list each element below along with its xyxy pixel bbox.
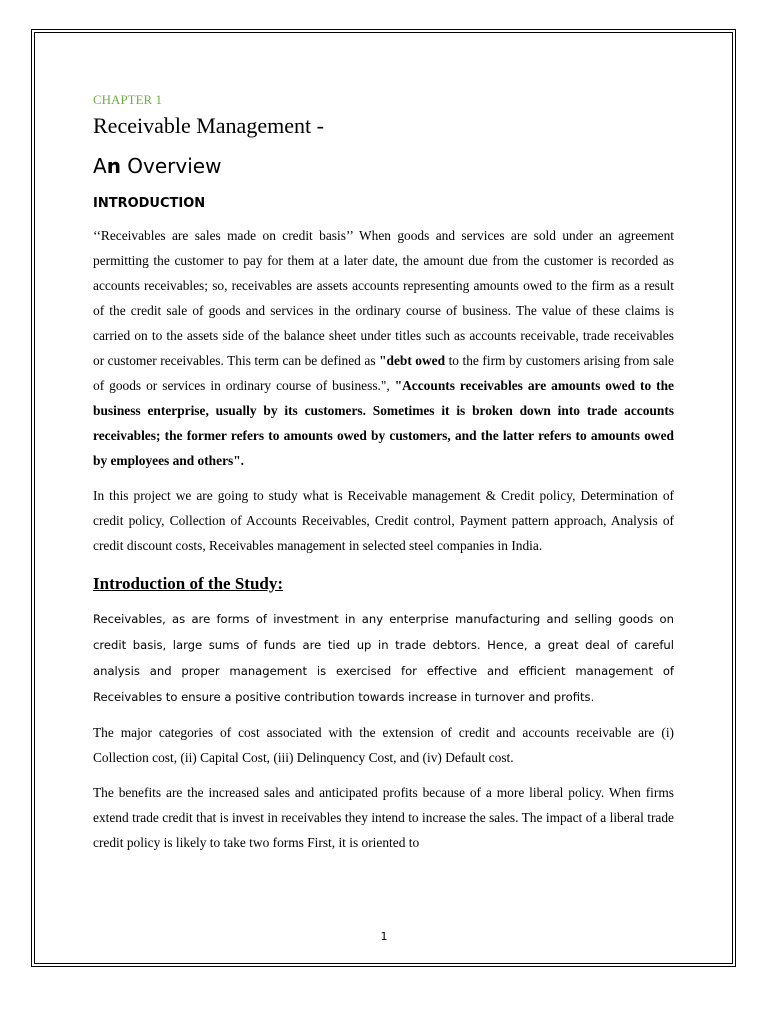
page-number: 1 [380, 930, 388, 943]
subtitle-rest: Overview [120, 154, 222, 178]
introduction-heading: INTRODUCTION [93, 196, 206, 211]
intro-p1-text-2: to the firm by customers arising from sale of goods or services in ordinary course of business.", [93, 353, 674, 393]
study-paragraph-2: The major categories of cost associated with the extension of credit and accounts receivable are (i) Collection cost, (ii) Capital Cost, (iii) Delinquency Cost, and (iv) Default cost. [93, 725, 674, 765]
intro-p1-bold-1: "debt owed [379, 353, 446, 368]
introduction-paragraph-1 [93, 223, 674, 473]
intro-p1-bold-2: "Accounts receivables are amounts owed to the business enterprise, usually by its customers. Sometimes it is broken down into trade accounts receivables; the former refers to amounts owed by customers, and the latter refers to amounts owed by employees and others". [93, 378, 674, 468]
subtitle-letter-n: n [106, 154, 121, 178]
introduction-paragraph-2: In this project we are going to study what is Receivable management & Credit policy, Determination of credit policy, Collection of Accounts Receivables, Credit control, Payment pattern approach, Analysis of credit discount costs, Receivables management in selected steel companies in India. [93, 488, 674, 553]
chapter-title: Receivable Management - [93, 113, 324, 138]
study-paragraph-1: Receivables, as are forms of investment in any enterprise manufacturing and selling goods on credit basis, large sums of funds are tied up in trade debtors. Hence, a great deal of careful analysis and proper management is exercised for effective and efficient management of Receivables to ensure a positive contribution towards increase in turnover and profits. [93, 612, 674, 704]
study-heading: Introduction of the Study: [93, 574, 284, 593]
study-paragraph-3: The benefits are the increased sales and anticipated profits because of a more liberal policy. When firms extend trade credit that is invest in receivables they intend to increase the sales. The impact of a liberal trade credit policy is likely to take two forms First, it is oriented to [93, 785, 674, 850]
document-body [93, 91, 674, 855]
chapter-subtitle [93, 151, 674, 181]
chapter-label: CHAPTER 1 [93, 92, 162, 107]
intro-p1-text-1: ‘‘Receivables are sales made on credit basis’’ When goods and services are sold under an agreement permitting the customer to pay for them at a later date, the amount due from the customer is recorded as accounts receivables; so, receivables are assets accounts representing amounts owed to the firm as a result of the credit sale of goods and services in the ordinary course of business. The value of these claims is carried on to the assets side of the balance sheet under titles such as accounts receivable, trade receivables or customer receivables. This term can be defined as [93, 228, 674, 368]
subtitle-letter-a: A [93, 154, 107, 178]
